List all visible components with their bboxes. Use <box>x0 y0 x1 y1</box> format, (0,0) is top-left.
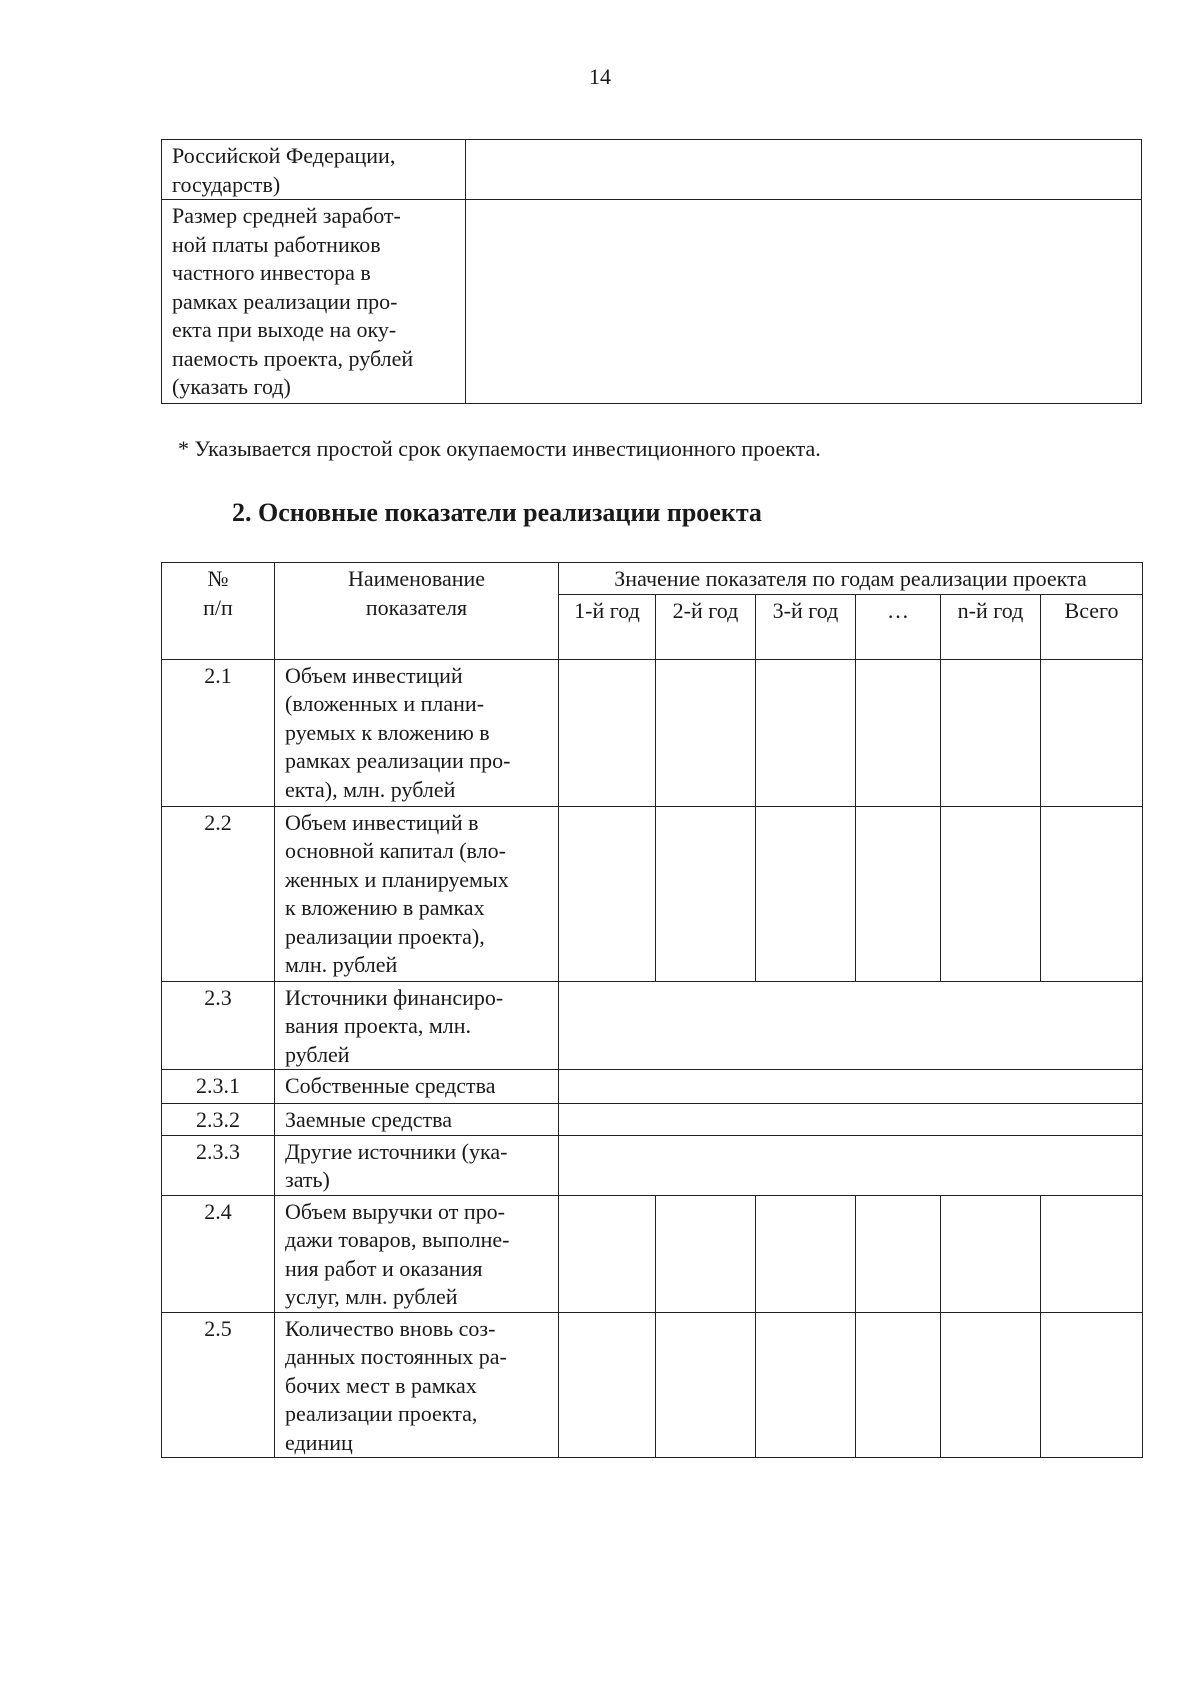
value-cell <box>856 806 941 981</box>
table-row <box>162 981 1143 1070</box>
row-number: 2.3.1 <box>162 1070 275 1104</box>
value-cell <box>941 1312 1041 1458</box>
value-cell <box>856 1312 941 1458</box>
value-cell <box>656 659 756 806</box>
merged-value-cell <box>559 1070 1143 1104</box>
row-number: 2.3 <box>162 981 275 1070</box>
row-label: Российской Федерации, государств) <box>162 140 466 200</box>
section-title: 2. Основные показатели реализации проекта <box>232 498 762 527</box>
table-row <box>162 1195 1143 1312</box>
merged-value-cell <box>559 1135 1143 1195</box>
value-cell <box>656 806 756 981</box>
indicators-continuation-table <box>161 139 1142 404</box>
value-cell <box>559 1312 656 1458</box>
table-row <box>162 1135 1143 1195</box>
row-label: Размер средней заработ- ной платы работников частного инвестора в рамках реализации про- екта при выходе на оку- паемость проекта, рублей (указать год) <box>162 200 466 404</box>
value-cell <box>941 806 1041 981</box>
value-cell <box>656 1195 756 1312</box>
footnote: * Указывается простой срок окупаемости инвестиционного проекта. <box>178 436 821 461</box>
row-indicator-name: Собственные средства <box>275 1070 559 1104</box>
table-row <box>162 140 1142 200</box>
row-value <box>466 200 1142 404</box>
page-number: 14 <box>589 64 611 89</box>
row-indicator-name: Другие источники (ука- зать) <box>275 1135 559 1195</box>
header-values-group: Значение показателя по годам реализации проекта <box>559 563 1143 595</box>
table-row <box>162 659 1143 806</box>
row-indicator-name: Объем инвестиций в основной капитал (вло- женных и планируемых к вложению в рамках реализации проекта), млн. рублей <box>275 806 559 981</box>
row-number: 2.5 <box>162 1312 275 1458</box>
table-row <box>162 1070 1143 1104</box>
header-year: 1-й год <box>559 594 656 659</box>
header-year: 3-й год <box>756 594 856 659</box>
value-cell <box>656 1312 756 1458</box>
header-number: № п/п <box>162 563 275 660</box>
merged-value-cell <box>559 1104 1143 1136</box>
value-cell <box>941 659 1041 806</box>
value-cell <box>1041 659 1143 806</box>
value-cell <box>856 1195 941 1312</box>
table-row <box>162 806 1143 981</box>
table-row <box>162 1312 1143 1458</box>
header-year: … <box>856 594 941 659</box>
value-cell <box>941 1195 1041 1312</box>
value-cell <box>856 659 941 806</box>
header-year: Всего <box>1041 594 1143 659</box>
row-number: 2.3.3 <box>162 1135 275 1195</box>
table-row <box>162 200 1142 404</box>
row-number: 2.4 <box>162 1195 275 1312</box>
value-cell <box>1041 806 1143 981</box>
row-indicator-name: Количество вновь соз- данных постоянных ра- бочих мест в рамках реализации проекта, единиц <box>275 1312 559 1458</box>
value-cell <box>756 1195 856 1312</box>
row-indicator-name: Источники финансиро- вания проекта, млн. рублей <box>275 981 559 1070</box>
table-row <box>162 1104 1143 1136</box>
value-cell <box>559 1195 656 1312</box>
row-indicator-name: Заемные средства <box>275 1104 559 1136</box>
value-cell <box>1041 1195 1143 1312</box>
row-number: 2.1 <box>162 659 275 806</box>
row-indicator-name: Объем инвестиций (вложенных и плани- руемых к вложению в рамках реализации про- екта), млн. рублей <box>275 659 559 806</box>
value-cell <box>756 806 856 981</box>
row-value <box>466 140 1142 200</box>
row-number: 2.2 <box>162 806 275 981</box>
row-number: 2.3.2 <box>162 1104 275 1136</box>
header-year: 2-й год <box>656 594 756 659</box>
header-year: n-й год <box>941 594 1041 659</box>
row-indicator-name: Объем выручки от про- дажи товаров, выполне- ния работ и оказания услуг, млн. рублей <box>275 1195 559 1312</box>
header-indicator-name: Наименование показателя <box>275 563 559 660</box>
value-cell <box>756 659 856 806</box>
header-row <box>162 563 1143 595</box>
project-indicators-table <box>161 562 1143 1458</box>
merged-value-cell <box>559 981 1143 1070</box>
value-cell <box>1041 1312 1143 1458</box>
value-cell <box>559 659 656 806</box>
value-cell <box>559 806 656 981</box>
value-cell <box>756 1312 856 1458</box>
